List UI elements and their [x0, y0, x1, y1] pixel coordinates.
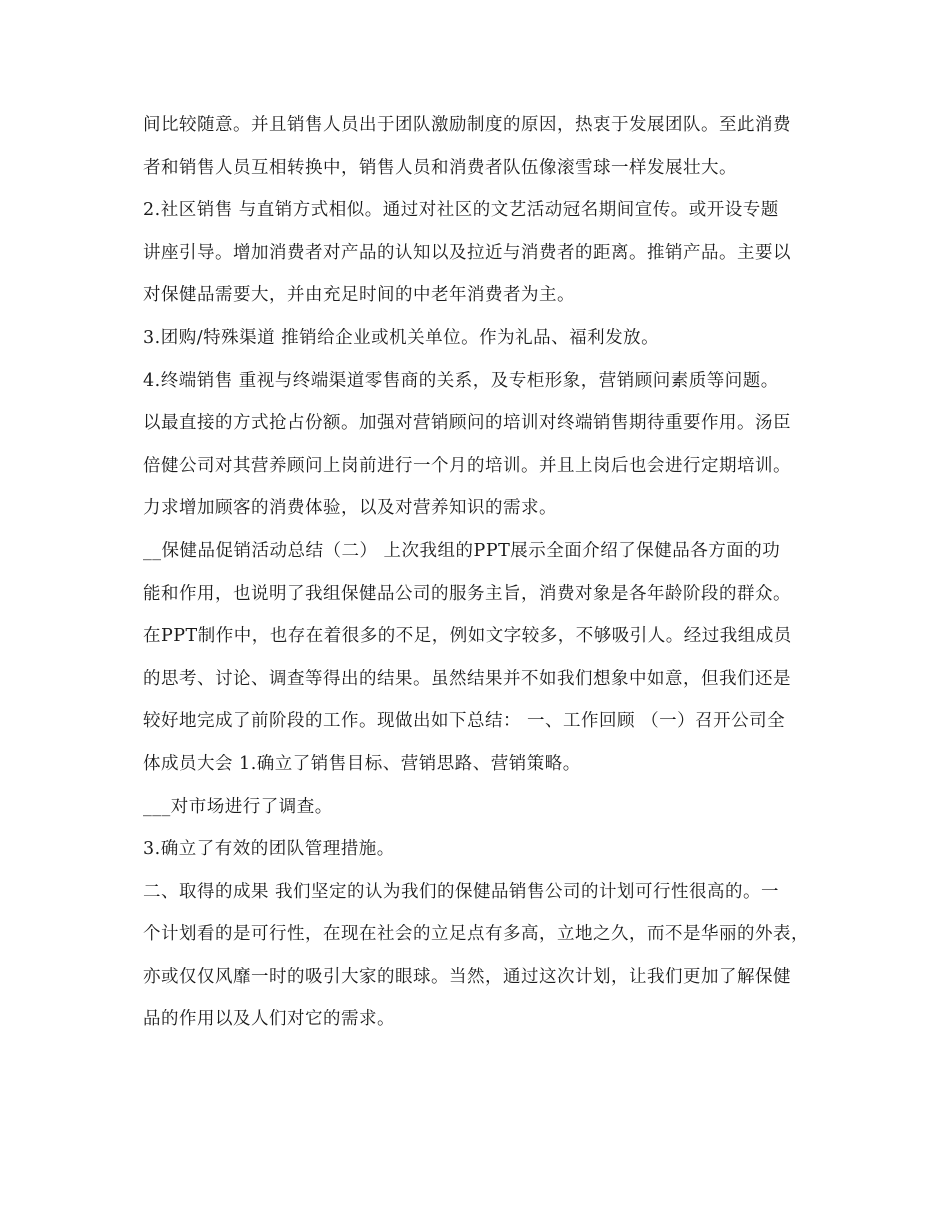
text-line: 4.终端销售 重视与终端渠道零售商的关系，及专柜形象，营销顾问素质等问题。: [143, 370, 779, 391]
text-line: __保健品促销活动总结（二） 上次我组的PPT展示全面介绍了保健品各方面的功: [143, 540, 781, 561]
text-line: 力求增加顾客的消费体验，以及对营养知识的需求。: [143, 498, 557, 519]
text-line: 3.确立了有效的团队管理措施。: [143, 839, 395, 860]
text-line: 在PPT制作中，也存在着很多的不足，例如文字较多，不够吸引人。经过我组成员: [143, 626, 792, 647]
text-line: ___对市场进行了调查。: [143, 796, 333, 817]
text-line: 较好地完成了前阶段的工作。现做出如下总结： 一、工作回顾 （一）召开公司全: [143, 711, 786, 732]
text-line: 体成员大会 1.确立了销售目标、营销思路、营销策略。: [143, 753, 581, 774]
text-line: 者和销售人员互相转换中，销售人员和消费者队伍像滚雪球一样发展壮大。: [143, 157, 737, 178]
text-line: 以最直接的方式抢占份额。加强对营销顾问的培训对终端销售期待重要作用。汤臣: [143, 413, 791, 434]
text-line: 品的作用以及人们对它的需求。: [143, 1009, 395, 1030]
document-body: [143, 108, 833, 1045]
text-line: 能和作用，也说明了我组保健品公司的服务主旨，消费对象是各年龄阶段的群众。: [143, 583, 791, 604]
text-line: 倍健公司对其营养顾问上岗前进行一个月的培训。并且上岗后也会进行定期培训。: [143, 455, 791, 476]
text-line: 间比较随意。并且销售人员出于团队激励制度的原因，热衷于发展团队。至此消费: [143, 115, 791, 135]
text-line: 2.社区销售 与直销方式相似。通过对社区的文艺活动冠名期间宣传。或开设专题: [143, 200, 779, 221]
text-line: 对保健品需要大，并由充足时间的中老年消费者为主。: [143, 285, 575, 306]
text-line: 讲座引导。增加消费者对产品的认知以及拉近与消费者的距离。推销产品。主要以: [143, 242, 791, 263]
text-line: 亦或仅仅风靡一时的吸引大家的眼球。当然，通过这次计划，让我们更加了解保健: [143, 966, 791, 987]
text-line: 二、取得的成果 我们坚定的认为我们的保健品销售公司的计划可行性很高的。一: [143, 881, 780, 902]
text-line: 的思考、讨论、调查等得出的结果。虽然结果并不如我们想象中如意，但我们还是: [143, 668, 791, 689]
text-line: 3.团购/特殊渠道 推销给企业或机关单位。作为礼品、福利发放。: [143, 327, 660, 348]
text-line: 个计划看的是可行性，在现在社会的立足点有多高，立地之久，而不是华丽的外表，: [143, 924, 809, 945]
